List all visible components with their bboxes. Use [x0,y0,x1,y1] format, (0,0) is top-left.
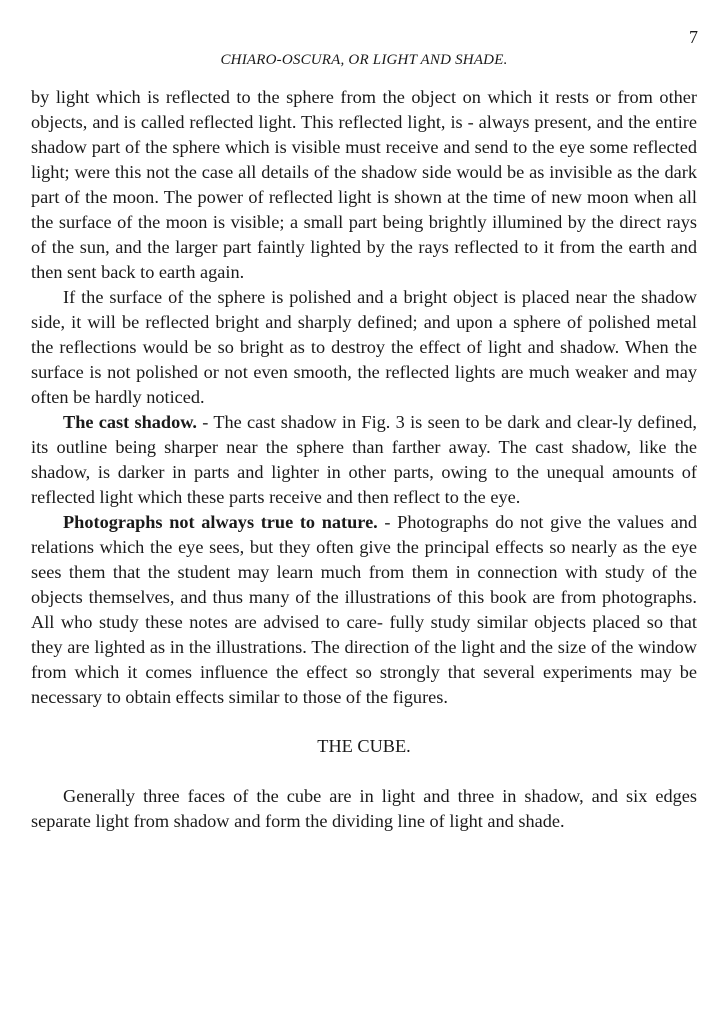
paragraph-body-cast-shadow: - The cast shadow in Fig. 3 is seen to be dark and clear-ly defined, its outline being sharper near the sphere than farther away. The cast shadow, like the shadow, is darker in parts and lighter in other parts, owing to the unequal amounts of reflected light which these parts receive and then reflect to the eye. [31,412,697,507]
paragraph-photographs [31,510,697,710]
paragraph-cube: Generally three faces of the cube are in light and three in shadow, and six edges separate light from shadow and form the dividing line of light and shade. [31,786,697,831]
paragraph-cast-shadow [31,410,697,510]
page-number: 7 [689,27,698,47]
paragraph-polished-sphere: If the surface of the sphere is polished and a bright object is placed near the shadow side, it will be reflected bright and sharply defined; and upon a sphere of polished metal the reflections would be so bright as to destroy the effect of light and shadow. When the surface is not polished or not even smooth, the reflected lights are much weaker and may often be hardly noticed. [31,287,697,407]
paragraph-lead-cast-shadow: The cast shadow. [63,412,198,432]
paragraph-body-photographs: - Photographs do not give the values and relations which the eye sees, but they often give the principal effects so nearly as the eye sees them that the student may learn much from them in connection with study of the objects themselves, and thus many of the illustrations of this book are from photographs. All who study these notes are advised to care- fully study similar objects placed so that they are lighted as in the illustrations. The direction of the light and the size of the window from which it comes influence the effect so strongly that several experiments may be necessary to obtain effects similar to those of the figures. [31,512,698,707]
body-text [31,85,697,834]
paragraph-lead-photographs: Photographs not always true to nature. [63,512,378,532]
section-heading: THE CUBE. [317,736,411,756]
paragraph-reflected-light: by light which is reflected to the sphere from the object on which it rests or from other objects, and is called reflected light. This reflected light, is - always present, and the entire shadow part of the sphere which is visible must receive and send to the eye some reflected light; were this not the case all details of the shadow side would be as invisible as the dark part of the moon. The power of reflected light is shown at the time of new moon when all the surface of the moon is visible; a small part being brightly illumined by the direct rays of the sun, and the larger part faintly lighted by the rays reflected to it from the earth and then sent back to earth again. [31,87,697,282]
running-header: CHIARO-OSCURA, OR LIGHT AND SHADE. [220,52,508,68]
